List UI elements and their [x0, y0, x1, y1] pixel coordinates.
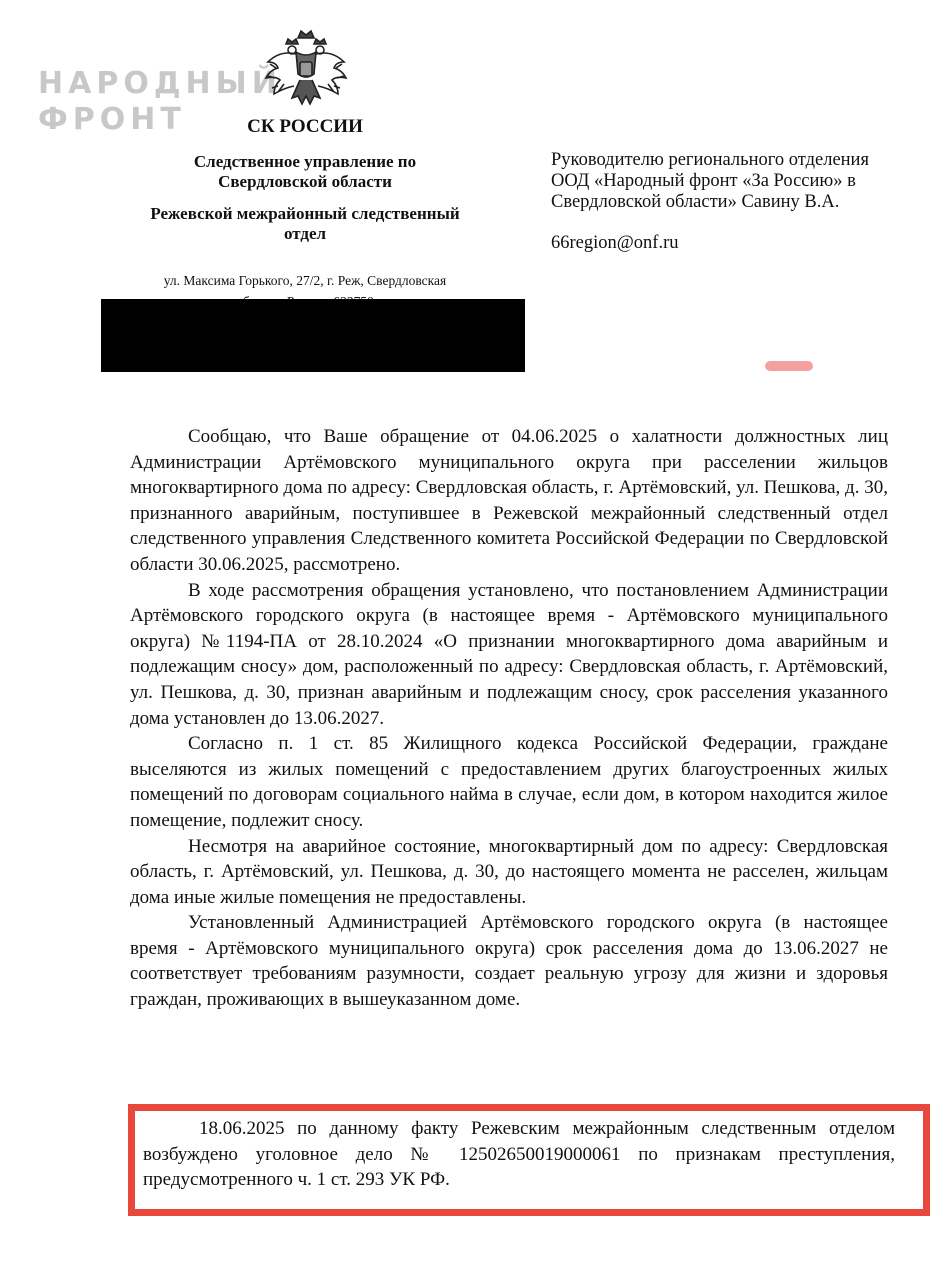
letter-body — [130, 424, 888, 1013]
sender-block — [150, 112, 460, 312]
paragraph-1: Сообщаю, что Ваше обращение от 04.06.2025 о халатности должностных лиц Администрации Артёмовского муниципального округа при расселении жильцов многоквартирного дома по адресу: Свердловская область, г. Артёмовский, ул. Пешкова, д. 30, признанного аварийным, поступившее в Режевской межрайонный следственный отдел следственного управления Следственного комитета Российской Федерации по Свердловской области 30.06.2025, рассмотрено. — [130, 426, 888, 575]
paragraph-5: Установленный Администрацией Артёмовского городского округа (в настоящее время - Артёмовского муниципального округа) срок расселения дома до 13.06.2027 не соответствует требованиям разумности, создает реальную угрозу для жизни и здоровья граждан, проживающих в вышеуказанном доме. — [130, 912, 888, 1011]
paragraph-3: Согласно п. 1 ст. 85 Жилищного кодекса Российской Федерации, граждане выселяются из жилых помещений с предоставлением других благоустроенных жилых помещений по договорам социального найма в случае, если дом, в котором находится жилое помещение, подлежит сносу. — [130, 733, 888, 831]
sender-agency: СК РОССИИ — [247, 116, 363, 137]
paragraph-2: В ходе рассмотрения обращения установлено, что постановлением Администрации Артёмовского городского округа (в настоящее время - Артёмовского муниципального округа) №1194-ПА от 28.10.2024 «О признании многоквартирного дома аварийным и подлежащим сносу» дом, расположенный по адресу: Свердловская область, г. Артёмовский, ул. Пешкова, д. 30, признан аварийным и подлежащим сносу, срок расселения указанного дома установлен до 13.06.2027. — [130, 579, 888, 729]
redaction-bar — [101, 299, 525, 372]
stamp-mark — [765, 361, 813, 371]
highlighted-paragraph-frame — [128, 1104, 930, 1216]
sender-unit: Режевской межрайонный следственный отдел — [150, 204, 460, 243]
recipient-block — [551, 150, 896, 254]
watermark-line-1: НАРОДНЫЙ — [38, 66, 282, 101]
sender-address: ул. Максима Горького, 27/2, г. Реж, Свердловская — [163, 273, 447, 288]
paragraph-4: Несмотря на аварийное состояние, многоквартирный дом по адресу: Свердловская область, г. Артёмовский, ул. Пешкова, д. 30, до настоящего момента не расселен, жильцам дома иные жилые помещения не предоставлены. — [130, 835, 888, 908]
recipient-email: 66region@onf.ru — [551, 233, 679, 253]
watermark-line-2: ФРОНТ — [38, 102, 186, 137]
sender-department: Следственное управление по Свердловской области — [193, 152, 417, 191]
coat-of-arms-icon — [262, 24, 350, 116]
recipient-addressee: Руководителю регионального отделения ООД «Народный фронт «За Россию» в Свердловской области» Савину В.А. — [551, 150, 869, 212]
highlighted-paragraph: 18.06.2025 по данному факту Режевским межрайонным следственным отделом возбуждено уголовное дело № 12502650019000061 по признакам преступления, предусмотренного ч. 1 ст. 293 УК РФ. — [143, 1118, 895, 1191]
